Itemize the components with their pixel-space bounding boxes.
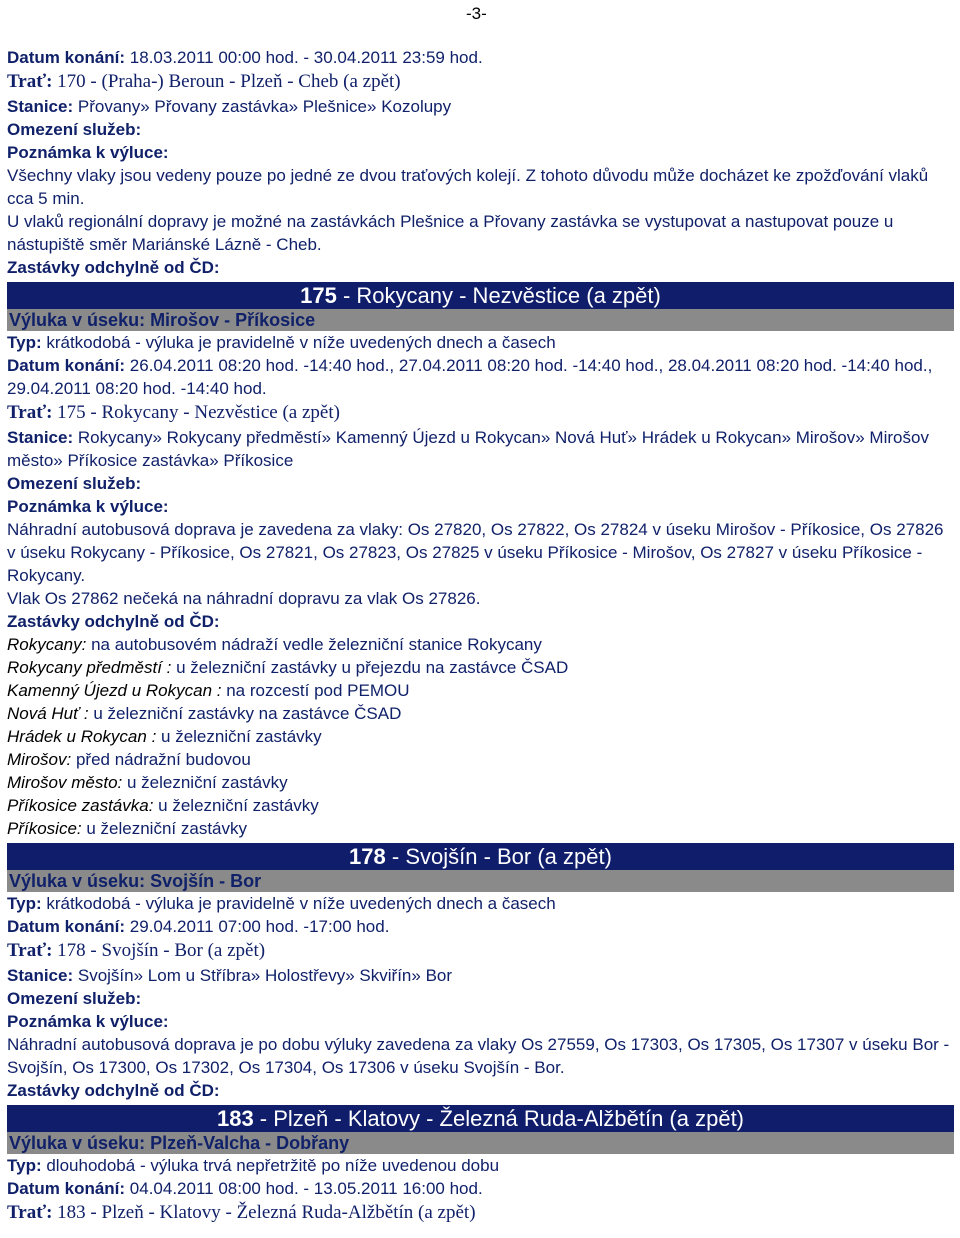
stop-name: Mirošov: xyxy=(7,750,72,769)
stop-row xyxy=(7,817,954,840)
s2-omezeni-label: Omezení služeb: xyxy=(7,474,142,493)
stop-name: Příkosice: xyxy=(7,819,82,838)
stanice-value: Rokycany» Rokycany předměstí» Kamenný Újezd u Rokycan» Nová Huť» Hrádek u Rokycan» Mirošov» Mirošov město» Příkosice zastávka» Příkosice xyxy=(7,428,929,470)
s1-poznamka-label: Poznámka k výluce: xyxy=(7,143,169,162)
trat-value: 178 - Svojšín - Bor (a zpět) xyxy=(52,940,266,961)
stanice-label: Stanice: xyxy=(7,97,74,116)
stop-row xyxy=(7,679,954,702)
trat-value: 170 - (Praha-) Beroun - Plzeň - Cheb (a zpět) xyxy=(52,71,401,92)
stop-desc: na rozcestí pod PEMOU xyxy=(221,681,410,700)
s1-omezeni-label: Omezení služeb: xyxy=(7,120,142,139)
trat-label: Trať: xyxy=(7,402,53,423)
s2-vyluka-banner: Výluka v úseku: Mirošov - Příkosice xyxy=(7,309,954,331)
s1-trat-row xyxy=(7,69,954,95)
typ-label: Typ: xyxy=(7,1156,42,1175)
s4-datum-row xyxy=(7,1177,954,1200)
s2-zastavky-label: Zastávky odchylně od ČD: xyxy=(7,612,220,631)
s2-poznamka-label: Poznámka k výluce: xyxy=(7,497,169,516)
stanice-value: Přovany» Přovany zastávka» Plešnice» Kozolupy xyxy=(73,97,452,116)
stop-row xyxy=(7,725,954,748)
stop-name: Hrádek u Rokycan : xyxy=(7,727,157,746)
stop-desc: u železniční zastávky u přejezdu na zastávce ČSAD xyxy=(171,658,569,677)
trat-label: Trať: xyxy=(7,1202,53,1223)
s2-note-2: Vlak Os 27862 nečeká na náhradní dopravu za vlak Os 27826. xyxy=(7,589,481,608)
s4-banner xyxy=(7,1105,954,1132)
s3-omezeni-label: Omezení služeb: xyxy=(7,989,142,1008)
stop-name: Nová Huť : xyxy=(7,704,89,723)
stop-row xyxy=(7,656,954,679)
stop-row xyxy=(7,702,954,725)
s1-note-1: Všechny vlaky jsou vedeny pouze po jedné ze dvou traťových kolejí. Z tohoto důvodu může docházet ke zpožďování vlaků cca 5 min. xyxy=(7,166,929,208)
s1-note-2: U vlaků regionální dopravy je možné na zastávkách Plešnice a Přovany zastávka se vystupovat a nastupovat pouze u nástupiště směr Mariánské Lázně - Cheb. xyxy=(7,212,894,254)
trat-label: Trať: xyxy=(7,940,53,961)
stop-name: Kamenný Újezd u Rokycan : xyxy=(7,681,222,700)
trat-label: Trať: xyxy=(7,71,53,92)
stop-name: Mirošov město: xyxy=(7,773,123,792)
stop-name: Rokycany: xyxy=(7,635,87,654)
stop-name: Rokycany předměstí : xyxy=(7,658,172,677)
s1-datum-row xyxy=(7,46,954,69)
page-number: -3- xyxy=(466,4,487,23)
typ-value: dlouhodobá - výluka trvá nepřetržitě po níže uvedenou dobu xyxy=(41,1156,500,1175)
stanice-label: Stanice: xyxy=(7,966,74,985)
document-body xyxy=(7,46,954,1226)
line-number: 178 xyxy=(349,844,386,869)
datum-label: Datum konání: xyxy=(7,917,126,936)
stop-desc: u železniční zastávky xyxy=(81,819,247,838)
stop-desc: u železniční zastávky na zastávce ČSAD xyxy=(88,704,402,723)
s3-stanice-row xyxy=(7,964,954,987)
datum-value: 26.04.2011 08:20 hod. -14:40 hod., 27.04.2011 08:20 hod. -14:40 hod., 28.04.2011 08:20 hod. -14:40 hod., 29.04.2011 08:20 hod. -14:40 hod. xyxy=(7,356,933,398)
line-number: 175 xyxy=(300,283,337,308)
stanice-value: Svojšín» Lom u Stříbra» Holostřevy» Skviřín» Bor xyxy=(73,966,453,985)
typ-label: Typ: xyxy=(7,894,42,913)
typ-label: Typ: xyxy=(7,333,42,352)
s3-typ-row xyxy=(7,892,954,915)
stanice-label: Stanice: xyxy=(7,428,74,447)
s2-stops-list xyxy=(7,633,954,840)
stop-row xyxy=(7,794,954,817)
line-number: 183 xyxy=(216,1106,254,1131)
s2-typ-row xyxy=(7,331,954,354)
typ-value: krátkodobá - výluka je pravidelně v níže uvedených dnech a časech xyxy=(41,894,556,913)
s3-poznamka-label: Poznámka k výluce: xyxy=(7,1012,169,1031)
line-name: - Svojšín - Bor (a zpět) xyxy=(385,844,612,869)
datum-label: Datum konání: xyxy=(7,1179,126,1198)
typ-value: krátkodobá - výluka je pravidelně v níže uvedených dnech a časech xyxy=(41,333,556,352)
datum-value: 04.04.2011 08:00 hod. - 13.05.2011 16:00 hod. xyxy=(125,1179,483,1198)
s2-trat-row xyxy=(7,400,954,426)
stop-name: Příkosice zastávka: xyxy=(7,796,154,815)
s3-note-1: Náhradní autobusová doprava je po dobu výluky zavedena za vlaky Os 27559, Os 17303, Os 17305, Os 17307 v úseku Bor - Svojšín, Os 17300, Os 17302, Os 17304, Os 17306 v úseku Svojšín - Bor. xyxy=(7,1035,950,1077)
s3-datum-row xyxy=(7,915,954,938)
stop-row xyxy=(7,771,954,794)
s4-vyluka-banner: Výluka v úseku: Plzeň-Valcha - Dobřany xyxy=(7,1132,954,1154)
s1-zastavky-label: Zastávky odchylně od ČD: xyxy=(7,258,220,277)
datum-label: Datum konání: xyxy=(7,48,126,67)
datum-value: 18.03.2011 00:00 hod. - 30.04.2011 23:59 hod. xyxy=(125,48,483,67)
s2-stanice-row xyxy=(7,426,954,472)
s4-trat-row xyxy=(7,1200,954,1226)
stop-desc: u železniční zastávky xyxy=(122,773,288,792)
line-name: - Rokycany - Nezvěstice (a zpět) xyxy=(336,283,661,308)
datum-label: Datum konání: xyxy=(7,356,126,375)
s3-trat-row xyxy=(7,938,954,964)
s1-stanice-row xyxy=(7,95,954,118)
s2-banner xyxy=(7,282,954,309)
s2-datum-row xyxy=(7,354,954,400)
s4-typ-row xyxy=(7,1154,954,1177)
s3-banner xyxy=(7,843,954,870)
stop-desc: na autobusovém nádraží vedle železniční stanice Rokycany xyxy=(86,635,542,654)
s3-vyluka-banner: Výluka v úseku: Svojšín - Bor xyxy=(7,870,954,892)
s2-note-1: Náhradní autobusová doprava je zavedena za vlaky: Os 27820, Os 27822, Os 27824 v úseku Mirošov - Příkosice, Os 27826 v úseku Rokycany - Příkosice, Os 27821, Os 27823, Os 27825 v úseku Příkosice - Mirošov, Os 27827 v úseku Příkosice - Rokycany. xyxy=(7,520,944,585)
stop-desc: před nádražní budovou xyxy=(71,750,251,769)
datum-value: 29.04.2011 07:00 hod. -17:00 hod. xyxy=(125,917,390,936)
line-name: - Plzeň - Klatovy - Železná Ruda-Alžbětín (a zpět) xyxy=(253,1106,745,1131)
s3-zastavky-label: Zastávky odchylně od ČD: xyxy=(7,1081,220,1100)
stop-row xyxy=(7,748,954,771)
stop-desc: u železniční zastávky xyxy=(153,796,319,815)
trat-value: 183 - Plzeň - Klatovy - Železná Ruda-Alžbětín (a zpět) xyxy=(52,1202,476,1223)
stop-row xyxy=(7,633,954,656)
trat-value: 175 - Rokycany - Nezvěstice (a zpět) xyxy=(52,402,340,423)
stop-desc: u železniční zastávky xyxy=(156,727,322,746)
